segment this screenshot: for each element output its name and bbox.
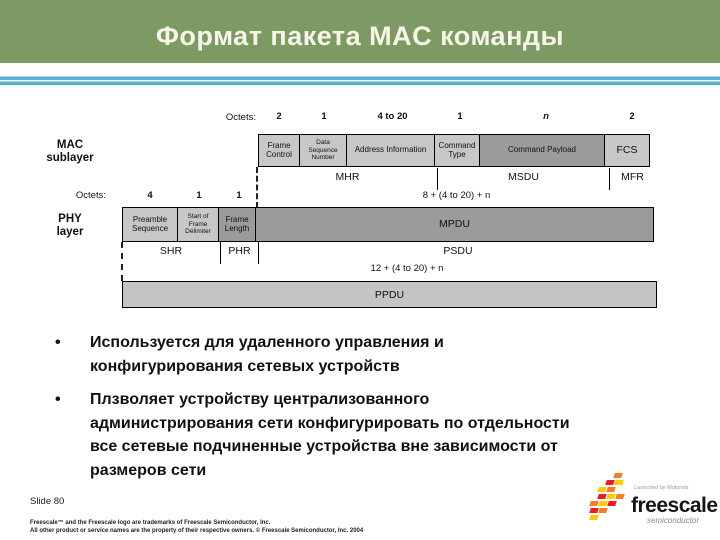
phy-field-row <box>122 207 654 242</box>
mac-field-row <box>258 134 650 167</box>
bullet-line: Плзволяет устройству централизованного <box>90 391 430 408</box>
phy-octet-value: 1 <box>236 190 242 201</box>
cell-start-of-frame-delimiter: Start of Frame Delimiter <box>177 207 219 242</box>
bullet-line: размеров сети <box>90 461 207 479</box>
bullet-line: администрирования сети конфигурировать по отдельности <box>90 414 570 432</box>
dashed-connector-mac <box>256 167 258 208</box>
group-mfr: MFR <box>609 168 655 190</box>
bullet-line: Используется для удаленного управления и <box>90 334 444 351</box>
bullet-item <box>52 331 660 378</box>
legal-line1: Freescale™ and the Freescale logo are trademarks of Freescale Semiconductor, Inc. <box>30 520 271 526</box>
mac-group-row <box>258 168 655 190</box>
group-shr: SHR <box>159 245 183 257</box>
phy-layer-label <box>30 213 110 239</box>
mac-octet-value: 1 <box>321 111 327 122</box>
legal-text <box>30 519 363 535</box>
logo-brand-text: freescale <box>631 494 718 517</box>
phy-octets-label: Octets: <box>75 190 106 201</box>
mac-sublayer-label <box>30 139 110 165</box>
cell-command-type: Command Type <box>434 134 480 167</box>
cell-data-sequence-number: Data Sequence Number <box>299 134 347 167</box>
mac-octet-value: n <box>543 111 549 122</box>
logo-tagline: Launched by Motorola <box>634 485 689 491</box>
phy-octets-row <box>122 190 258 201</box>
cell-frame-length: Frame Length <box>218 207 256 242</box>
mac-label-line2: sublayer <box>46 152 94 164</box>
mac-octet-value: 1 <box>457 111 463 122</box>
cell-frame-control: Frame Control <box>258 134 300 167</box>
bullet-list <box>52 331 660 492</box>
cell-fcs: FCS <box>604 134 650 167</box>
phy-group-row <box>122 242 657 264</box>
cell-preamble-sequence: Preamble Sequence <box>122 207 178 242</box>
legal-line2: All other product or service names are the property of their respective owners. © Freescale Semiconductor, Inc. 2004 <box>30 528 364 534</box>
group-msdu: MSDU <box>437 168 609 190</box>
phy-total-length: 12 + (4 to 20) + n <box>370 263 444 274</box>
bullet-line: конфигурирования сетевых устройств <box>90 357 400 375</box>
mac-octet-value: 2 <box>629 111 635 122</box>
freescale-logo <box>576 470 718 534</box>
group-psdu: PSDU <box>258 242 657 264</box>
slide-number: Slide 80 <box>30 496 65 507</box>
phy-label-line1: PHY <box>58 213 82 225</box>
bullet-glyph: • <box>55 391 61 408</box>
mac-octets-row <box>258 111 655 122</box>
logo-subtitle-text: semiconductor <box>647 516 700 525</box>
mac-total-length: 8 + (4 to 20) + n <box>422 190 491 201</box>
mac-octet-value: 2 <box>276 111 282 122</box>
cell-address-information: Address Information <box>346 134 435 167</box>
cell-command-payload: Command Payload <box>479 134 605 167</box>
dashed-connector-phy <box>121 242 123 281</box>
mac-label-line1: MAC <box>56 139 84 151</box>
group-mhr: MHR <box>335 171 360 183</box>
cell-mpdu: MPDU <box>255 207 654 242</box>
mac-octets-label: Octets: <box>225 112 256 123</box>
bullet-item <box>52 388 660 482</box>
bullet-glyph: • <box>55 334 61 351</box>
phy-octet-value: 1 <box>196 190 202 201</box>
divider-stripe <box>0 76 720 85</box>
phy-octet-value: 4 <box>147 190 153 201</box>
bullet-line: все сетевые подчиненные устройства вне зависимости от <box>90 438 558 455</box>
group-phr: PHR <box>220 242 258 264</box>
ppdu-bar: PPDU <box>122 281 657 308</box>
page-title: Формат пакета MAC команды <box>155 21 565 51</box>
phy-label-line2: layer <box>56 226 84 238</box>
mac-octet-value: 4 to 20 <box>377 111 408 122</box>
